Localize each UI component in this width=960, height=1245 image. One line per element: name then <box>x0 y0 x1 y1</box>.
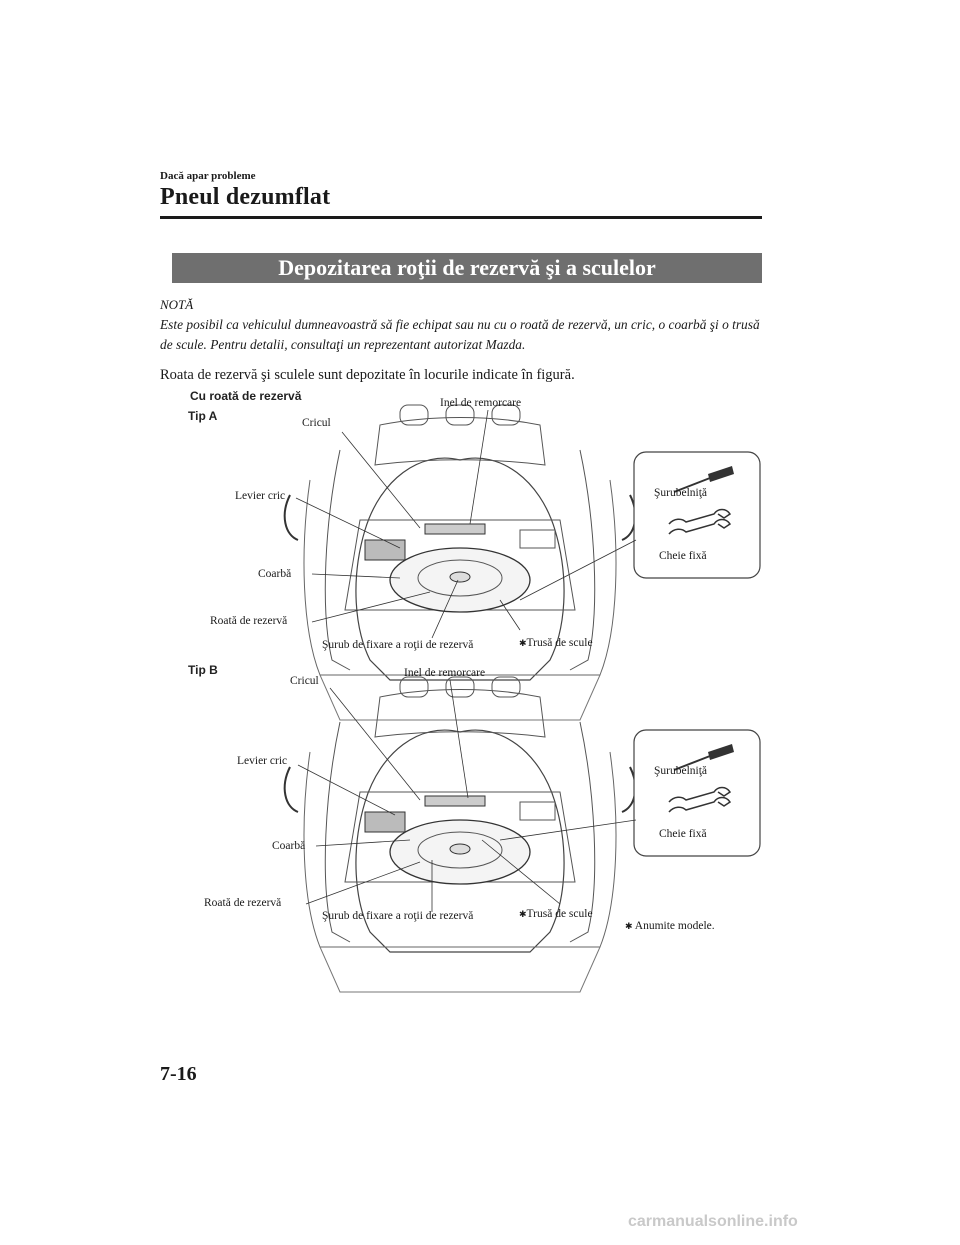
intro-text: Roata de rezervă şi sculele sunt depozitate în locurile indicate în figură. <box>160 367 575 383</box>
callout-b-screwdriver: Şurubelniţă <box>654 765 708 777</box>
callout-a-jack-lever: Levier cric <box>235 490 286 502</box>
page-number: 7-16 <box>160 1063 197 1085</box>
watermark: carmanualsonline.info <box>628 1213 798 1230</box>
callout-a-lug-wrench: Coarbă <box>258 568 292 580</box>
callout-a-jack: Cricul <box>302 417 331 429</box>
type-b-label: Tip B <box>188 663 218 677</box>
chapter-label: Dacă apar probleme <box>160 170 256 182</box>
callout-b-spare-bolt: Şurub de fixare a roţii de rezervă <box>322 910 474 922</box>
trunk-type-b <box>285 677 636 992</box>
callout-b-jack-lever: Levier cric <box>237 755 288 767</box>
callout-b-spanner: Cheie fixă <box>659 828 707 840</box>
callout-a-spare-tire: Roată de rezervă <box>210 615 288 627</box>
callout-b-spare-tire: Roată de rezervă <box>204 897 282 909</box>
callout-a-tow-ring: Inel de remorcare <box>440 397 522 409</box>
asterisk-icon: ✱ <box>519 909 527 919</box>
callout-b-tow-ring: Inel de remorcare <box>404 667 486 679</box>
callout-a-spare-bolt: Şurub de fixare a roţii de rezervă <box>322 639 474 651</box>
footnote: ✱ Anumite modele. <box>625 920 715 932</box>
figure-group-label: Cu roată de rezervă <box>190 389 302 403</box>
asterisk-icon: ✱ <box>625 921 633 931</box>
callout-a-screwdriver: Şurubelniţă <box>654 487 708 499</box>
page-title: Pneul dezumflat <box>160 184 331 210</box>
callout-a-spanner: Cheie fixă <box>659 550 707 562</box>
type-a-label: Tip A <box>188 409 218 423</box>
callout-a-tool-kit: ✱Trusă de scule <box>519 637 593 649</box>
section-banner: Depozitarea roţii de rezervă şi a sculelor <box>172 253 762 283</box>
note-text: Este posibil ca vehiculul dumneavoastră să fie echipat sau nu cu o roată de rezervă, un cric, o coarbă şi o trusă de scule. Pentru detalii, consultaţi un reprezentant autorizat Mazda. <box>160 317 760 352</box>
callout-b-tool-kit: ✱Trusă de scule <box>519 908 593 920</box>
callout-b-lug-wrench: Coarbă <box>272 840 306 852</box>
asterisk-icon: ✱ <box>519 638 527 648</box>
callout-b-jack: Cricul <box>290 675 319 687</box>
note-heading: NOTĂ <box>160 297 194 312</box>
